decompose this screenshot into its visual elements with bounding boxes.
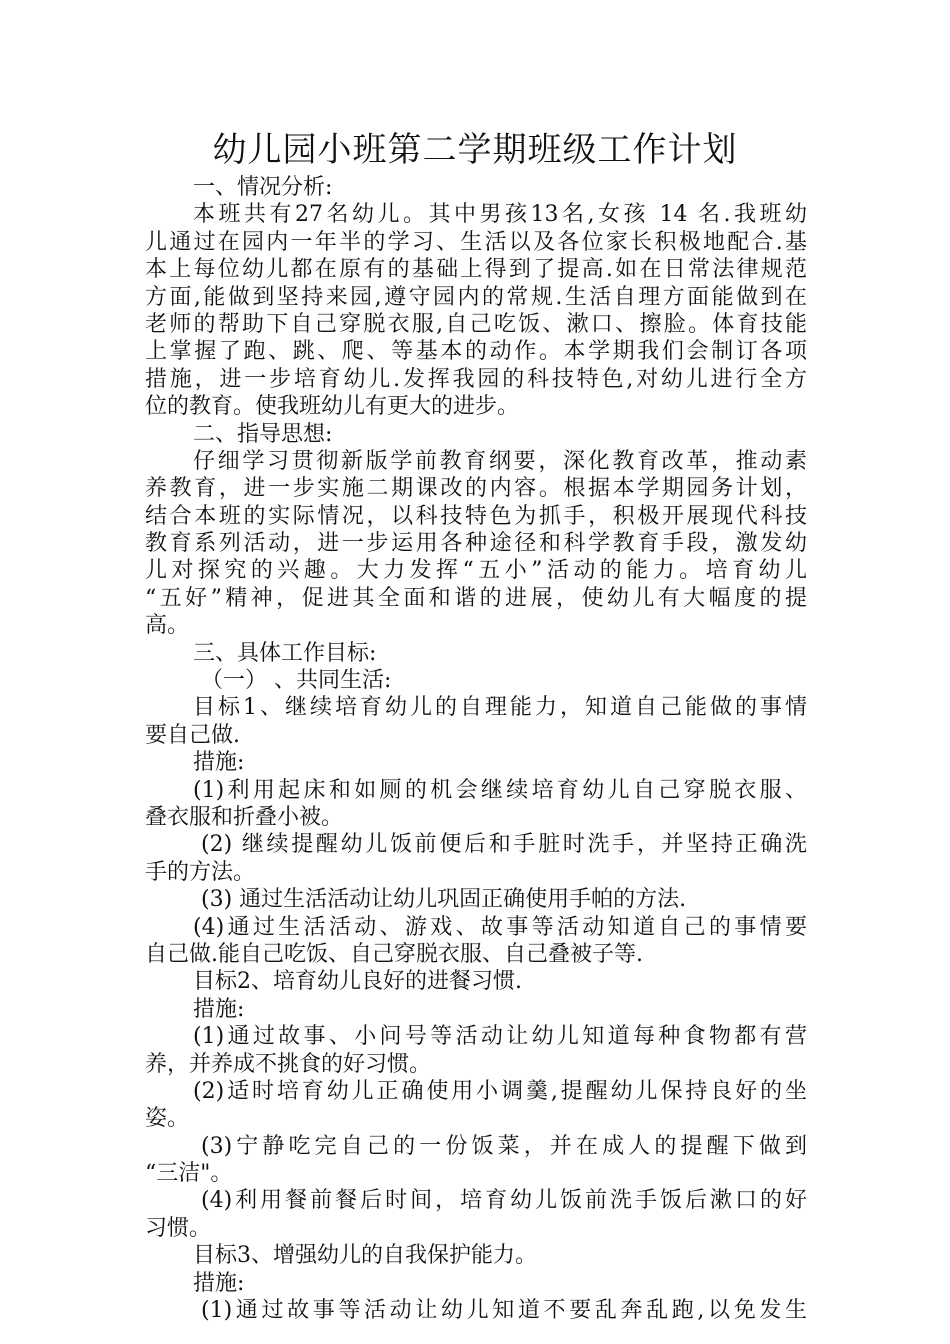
paragraph-line: 位的教育。使我班幼儿有更大的进步。: [145, 394, 520, 420]
paragraph-line: 本上每位幼儿都在原有的基础上得到了提高.如在日常法律规范: [145, 257, 807, 283]
goal-line: 目标3、增强幼儿的自我保护能力。: [193, 1243, 537, 1269]
paragraph-line: 儿对探究的兴趣。大力发挥“五小”活动的能力。培育幼儿: [145, 558, 807, 584]
section-heading-work-goals: 三、具体工作目标:: [193, 640, 377, 666]
paragraph-line: 儿通过在园内一年半的学习、生活以及各位家长积极地配合.基: [145, 229, 807, 255]
measures-label: 措施:: [193, 750, 245, 776]
measure-line: (2)适时培育幼儿正确使用小调羹,提醒幼儿保持良好的坐: [193, 1078, 807, 1104]
paragraph-line: 养教育，进一步实施二期课改的内容。根据本学期园务计划，: [145, 476, 807, 502]
measure-line: “三洁"。: [145, 1161, 233, 1187]
measure-line: (4)利用餐前餐后时间，培育幼儿饭前洗手饭后漱口的好: [201, 1188, 807, 1214]
measure-line: 手的方法。: [145, 859, 256, 885]
paragraph-line: 结合本班的实际情况，以科技特色为抓手，积极开展现代科技: [145, 503, 807, 529]
measures-label: 措施:: [193, 1270, 245, 1296]
paragraph-line: 老师的帮助下自己穿脱衣服,自己吃饭、漱口、擦脸。体育技能: [145, 311, 807, 337]
measure-line: (2) 继续提醒幼儿饭前便后和手脏时洗手，并坚持正确洗: [201, 832, 807, 858]
goal-line: 目标2、培育幼儿良好的进餐习惯.: [193, 969, 522, 995]
measure-line: (3)宁静吃完自己的一份饭菜，并在成人的提醒下做到: [201, 1133, 807, 1159]
measure-line: 养，并养成不挑食的好习惯。: [145, 1051, 432, 1077]
section-heading-guiding-ideas: 二、指导思想:: [193, 421, 333, 447]
paragraph-line: 高。: [145, 613, 190, 639]
measure-line: 习惯。: [145, 1215, 212, 1241]
subsection-heading-common-life: （一） 、共同生活:: [201, 668, 392, 694]
measure-line: 自己做.能自己吃饭、自己穿脱衣服、自己叠被子等.: [145, 941, 643, 967]
paragraph-line: 措施，进一步培育幼儿.发挥我园的科技特色,对幼儿进行全方: [145, 366, 807, 392]
measures-label: 措施:: [193, 996, 245, 1022]
goal-line: 要自己做.: [145, 722, 240, 748]
measure-line: (1)利用起床和如厕的机会继续培育幼儿自己穿脱衣服、: [193, 777, 807, 803]
section-heading-situation: 一、情况分析:: [193, 175, 333, 200]
paragraph-line: 上掌握了跑、跳、爬、等基本的动作。本学期我们会制订各项: [145, 339, 807, 365]
goal-line: 目标1、继续培育幼儿的自理能力，知道自己能做的事情: [193, 695, 807, 721]
measure-line: (1)通过故事等活动让幼儿知道不要乱奔乱跑,以免发生: [201, 1298, 807, 1324]
measure-line: (3) 通过生活活动让幼儿巩固正确使用手帕的方法.: [201, 887, 687, 913]
measure-line: (1)通过故事、小问号等活动让幼儿知道每种食物都有营: [193, 1024, 807, 1050]
paragraph-line: “五好”精神，促进其全面和谐的进展，使幼儿有大幅度的提: [145, 585, 807, 611]
document-body: [145, 174, 807, 1324]
document-title: 幼儿园小班第二学期班级工作计划: [212, 130, 738, 170]
measure-line: 叠衣服和折叠小被。: [145, 804, 344, 830]
measure-line: 姿。: [145, 1106, 190, 1132]
paragraph-line: 方面,能做到坚持来园,遵守园内的常规.生活自理方面能做到在: [145, 284, 807, 310]
paragraph-line: 仔细学习贯彻新版学前教育纲要，深化教育改革，推动素: [193, 448, 807, 474]
measure-line: (4)通过生活活动、游戏、故事等活动知道自己的事情要: [193, 914, 807, 940]
paragraph-line: 本班共有27名幼儿。其中男孩13名,女孩 14 名.我班幼: [193, 202, 807, 228]
paragraph-line: 教育系列活动，进一步运用各种途径和科学教育手段，激发幼: [145, 531, 807, 557]
